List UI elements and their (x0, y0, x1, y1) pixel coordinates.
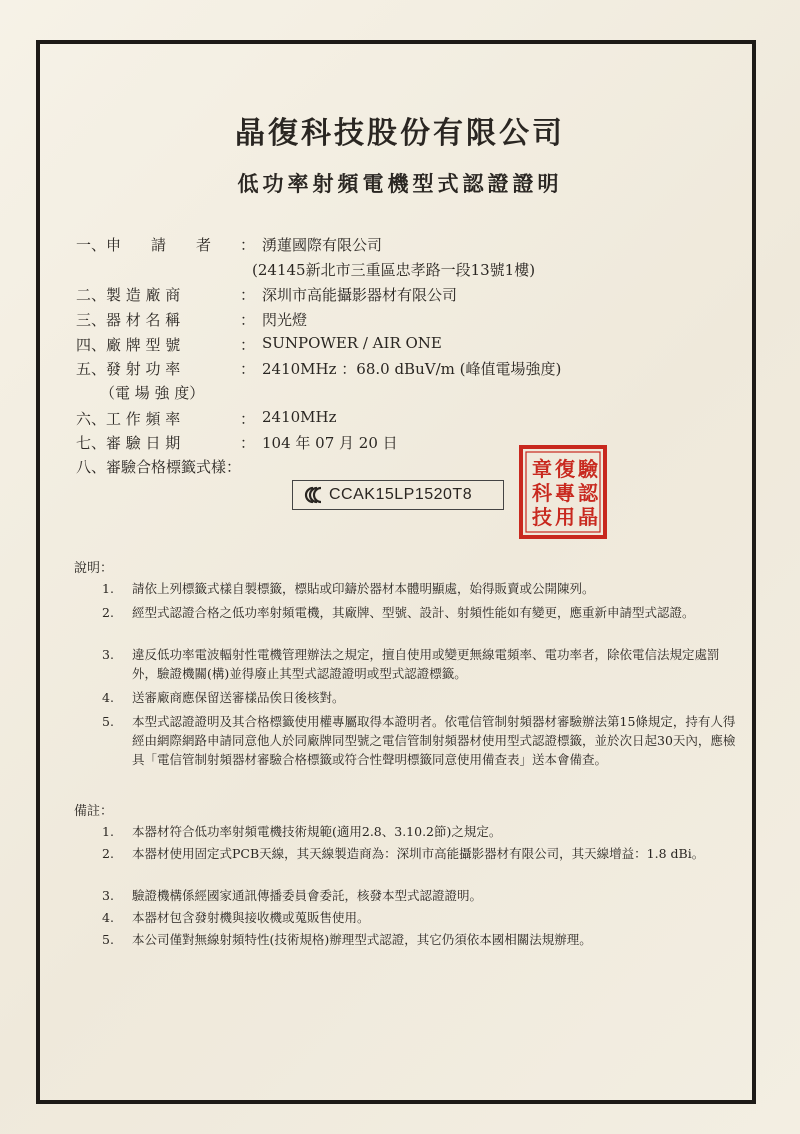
certification-code: CCAK15LP1520T8 (329, 486, 473, 503)
seal-character: 認 (578, 481, 598, 505)
certification-label-sample (292, 480, 504, 510)
field-value: 2410MHz (262, 408, 337, 426)
note-number: 5. (102, 932, 114, 947)
field-label: （電 場 強 度） (100, 384, 205, 402)
field-colon: ： (240, 410, 256, 428)
note-text: 本型式認證證明及其合格標籤使用權專屬取得本證明者。依電信管制射頻器材審驗辦法第15條規定，持有人得經由網際網路申請同意他人於同廠牌同型號之電信管制射頻器材使用型式認證標籤，並於次日起30天內，應檢具「電信管制射頻器材審驗合格標籤或符合性聲明標籤同意使用備查表」送本會備查。 (132, 714, 736, 767)
note-number: 3. (102, 647, 114, 662)
note-text: 請依上列標籤式樣自製標籤，標貼或印鑄於器材本體明顯處，始得販賣或公開陳列。 (132, 581, 595, 596)
field-label: 一、申 請 者 (76, 236, 212, 254)
note-text: 本器材使用固定式PCB天線，其天線製造商為：深圳市高能攝影器材有限公司，其天線增益：1.8 dBi。 (132, 846, 705, 861)
note-number: 4. (102, 910, 114, 925)
field-label: 六、工 作 頻 率 (76, 410, 181, 428)
note-text: 驗證機構係經國家通訊傳播委員會委託，核發本型式認證證明。 (132, 888, 483, 903)
field-value: 104 年 07 月 20 日 (262, 434, 398, 452)
field-value: SUNPOWER / AIR ONE (262, 334, 442, 352)
field-label: 五、發 射 功 率 (76, 360, 181, 378)
note-text: 經型式認證合格之低功率射頻電機，其廠牌、型號、設計、射頻性能如有變更，應重新申請型式認證。 (132, 605, 695, 620)
note-text: 本器材包含發射機與接收機或蒐販售使用。 (132, 910, 370, 925)
remarks-heading: 備註： (74, 804, 114, 819)
field-value: (24145新北市三重區忠孝路一段13號1樓) (252, 261, 536, 279)
company-name: 晶復科技股份有限公司 (235, 116, 565, 151)
seal-character: 晶 (578, 505, 598, 529)
field-colon: ： (240, 360, 256, 378)
note-text: 違反低功率電波輻射性電機管理辦法之規定，擅自使用或變更無線電頻率、電功率者，除依電信法規定處罰外，驗證機關(構)並得廢止其型式認證證明或型式認證標籤。 (132, 647, 720, 681)
certificate-title: 低功率射頻電機型式認證證明 (237, 171, 563, 196)
field-colon: ： (240, 286, 256, 304)
field-label: 二、製 造 廠 商 (76, 286, 181, 304)
field-colon: ： (240, 236, 256, 254)
note-number: 3. (102, 888, 114, 903)
cc-waves-icon (303, 486, 327, 504)
field-value: 深圳市高能攝影器材有限公司 (262, 286, 458, 304)
seal-character: 復 (555, 457, 575, 481)
note-number: 2. (102, 605, 114, 620)
field-label: 七、審 驗 日 期 (76, 434, 181, 452)
seal-character: 用 (555, 505, 575, 529)
field-label: 八、審驗合格標籤式樣： (76, 458, 242, 476)
seal-character: 科 (532, 481, 552, 505)
seal-character: 驗 (578, 457, 598, 481)
seal-character: 章 (532, 457, 552, 481)
field-colon: ： (240, 434, 256, 452)
field-colon: ： (240, 336, 256, 354)
seal-character: 專 (555, 481, 575, 505)
note-text: 送審廠商應保留送審樣品俟日後核對。 (132, 690, 345, 705)
field-value: 2410MHz ：68.0 dBuV/m (峰值電場強度) (262, 360, 562, 378)
note-text: 本器材符合低功率射頻電機技術規範(適用2.8、3.10.2節)之規定。 (132, 824, 502, 839)
note-number: 4. (102, 690, 114, 705)
field-colon: ： (240, 311, 256, 329)
note-number: 1. (102, 581, 114, 596)
note-number: 1. (102, 824, 114, 839)
notes-heading: 說明： (74, 561, 114, 576)
note-number: 5. (102, 714, 114, 729)
field-label: 四、廠 牌 型 號 (76, 336, 181, 354)
seal-character: 技 (532, 505, 552, 529)
note-text: 本公司僅對無線射頻特性(技術規格)辦理型式認證，其它仍須依本國相關法規辦理。 (132, 932, 592, 947)
field-value: 湧蓮國際有限公司 (262, 236, 383, 254)
field-label: 三、器 材 名 稱 (76, 311, 181, 329)
note-number: 2. (102, 846, 114, 861)
red-seal-stamp (518, 444, 608, 540)
field-value: 閃光燈 (262, 311, 308, 329)
